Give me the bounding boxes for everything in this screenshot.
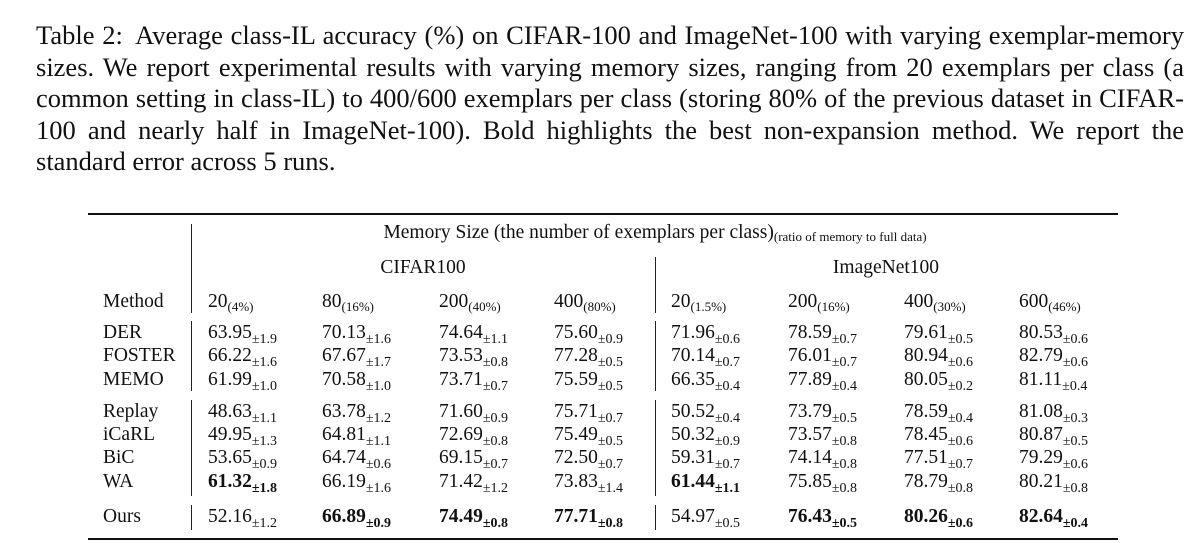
column-header: $600_{(46\%)}$ xyxy=(1019,291,1081,314)
table-cell: $64.74_{\pm 0.6}$ xyxy=(322,447,392,472)
table-cell: $53.65_{\pm 0.9}$ xyxy=(208,447,278,472)
table-cell: $78.45_{\pm 0.6}$ xyxy=(904,424,974,449)
group-header-cifar100: CIFAR100 xyxy=(380,257,466,278)
table-cell: $70.58_{\pm 1.0}$ xyxy=(322,369,392,394)
table-cell: $79.29_{\pm 0.6}$ xyxy=(1019,447,1089,472)
table-cell: $63.78_{\pm 1.2}$ xyxy=(322,401,392,426)
table-cell: $64.81_{\pm 1.1}$ xyxy=(322,424,392,449)
table-cell: $75.71_{\pm 0.7}$ xyxy=(554,401,624,426)
table-cell: $73.53_{\pm 0.8}$ xyxy=(439,345,509,370)
table-cell: $74.14_{\pm 0.8}$ xyxy=(788,447,858,472)
table-cell: $61.32_{\pm 1.8}$ xyxy=(208,471,278,496)
table-cell: $71.60_{\pm 0.9}$ xyxy=(439,401,509,426)
table-cell: $72.69_{\pm 0.8}$ xyxy=(439,424,509,449)
group-header-imagenet100: ImageNet100 xyxy=(832,257,940,278)
table-cell: $61.99_{\pm 1.0}$ xyxy=(208,369,278,394)
table-cell: $63.95_{\pm 1.9}$ xyxy=(208,322,278,347)
method-name: Ours xyxy=(103,506,141,527)
table-cell: $77.89_{\pm 0.4}$ xyxy=(788,369,858,394)
table-cell: $75.85_{\pm 0.8}$ xyxy=(788,471,858,496)
table-cell: $79.61_{\pm 0.5}$ xyxy=(904,322,974,347)
method-column-divider-header xyxy=(191,224,192,313)
table-cell: $48.63_{\pm 1.1}$ xyxy=(208,401,278,426)
caption-text: Average class-IL accuracy (%) on CIFAR-100 and ImageNet-100 with varying exemplar-memory sizes. We report experimental results with varying memory sizes, ranging from 20 exemplars per class (a common setting in class-IL) to 400/600 exemplars per class (storing 80% of the previous dataset in CIFAR-100 and nearly half in ImageNet-100). Bold highlights the best non-expansion method. We report the standard error across 5 runs. xyxy=(36,20,1184,176)
table-cell: $80.53_{\pm 0.6}$ xyxy=(1019,322,1089,347)
method-name: WA xyxy=(103,471,134,492)
method-column-divider-group2 xyxy=(191,400,192,496)
column-header: $80_{(16\%)}$ xyxy=(322,291,374,314)
table-cell: $80.26_{\pm 0.6}$ xyxy=(904,506,974,531)
method-name: BiC xyxy=(103,447,135,468)
table-cell: $73.83_{\pm 1.4}$ xyxy=(554,471,624,496)
table-cell: $66.19_{\pm 1.6}$ xyxy=(322,471,392,496)
method-header: Method xyxy=(103,291,164,312)
table-cell: $82.79_{\pm 0.6}$ xyxy=(1019,345,1089,370)
table-cell: $75.49_{\pm 0.5}$ xyxy=(554,424,624,449)
table-cell: $74.64_{\pm 1.1}$ xyxy=(439,322,509,347)
table-cell: $70.14_{\pm 0.7}$ xyxy=(671,345,741,370)
table-cell: $75.59_{\pm 0.5}$ xyxy=(554,369,624,394)
table-cell: $78.59_{\pm 0.4}$ xyxy=(904,401,974,426)
table-cell: $71.42_{\pm 1.2}$ xyxy=(439,471,509,496)
table-cell: $59.31_{\pm 0.7}$ xyxy=(671,447,741,472)
table-cell: $66.89_{\pm 0.9}$ xyxy=(322,506,392,531)
table-cell: $69.15_{\pm 0.7}$ xyxy=(439,447,509,472)
table-cell: $66.22_{\pm 1.6}$ xyxy=(208,345,278,370)
table-cell: $75.60_{\pm 0.9}$ xyxy=(554,322,624,347)
caption-label: Table 2: xyxy=(36,20,123,50)
table-cell: $77.71_{\pm 0.8}$ xyxy=(554,506,624,531)
table-cell: $80.05_{\pm 0.2}$ xyxy=(904,369,974,394)
table-cell: $73.79_{\pm 0.5}$ xyxy=(788,401,858,426)
column-header: $400_{(30\%)}$ xyxy=(904,291,966,314)
table-bottom-rule xyxy=(88,538,1118,540)
column-header: $400_{(80\%)}$ xyxy=(554,291,616,314)
column-header: $20_{(1.5\%)}$ xyxy=(671,291,727,314)
table-top-rule xyxy=(88,213,1118,215)
method-name: FOSTER xyxy=(103,345,176,366)
table-cell: $73.57_{\pm 0.8}$ xyxy=(788,424,858,449)
dataset-divider-group1 xyxy=(655,321,656,391)
method-name: Replay xyxy=(103,401,159,422)
table-cell: $67.67_{\pm 1.7}$ xyxy=(322,345,392,370)
table-cell: $80.21_{\pm 0.8}$ xyxy=(1019,471,1089,496)
table-cell: $52.16_{\pm 1.2}$ xyxy=(208,506,278,531)
table-cell: $61.44_{\pm 1.1}$ xyxy=(671,471,741,496)
table-cell: $80.87_{\pm 0.5}$ xyxy=(1019,424,1089,449)
table-cell: $82.64_{\pm 0.4}$ xyxy=(1019,506,1089,531)
column-header: $200_{(16\%)}$ xyxy=(788,291,850,314)
method-column-divider-ours xyxy=(191,505,192,530)
method-name: MEMO xyxy=(103,369,164,390)
column-header: $20_{(4\%)}$ xyxy=(208,291,254,314)
table-cell: $78.79_{\pm 0.8}$ xyxy=(904,471,974,496)
table-cell: $50.32_{\pm 0.9}$ xyxy=(671,424,741,449)
table-caption xyxy=(36,20,1184,178)
table-cell: $81.11_{\pm 0.4}$ xyxy=(1019,369,1088,394)
memory-size-header: Memory Size (the number of exemplars per class)(ratio of memory to full data) xyxy=(383,222,927,244)
table-cell: $74.49_{\pm 0.8}$ xyxy=(439,506,509,531)
dataset-divider-ours xyxy=(655,505,656,530)
dataset-divider-group2 xyxy=(655,400,656,496)
table-cell: $72.50_{\pm 0.7}$ xyxy=(554,447,624,472)
table-cell: $81.08_{\pm 0.3}$ xyxy=(1019,401,1089,426)
table-cell: $78.59_{\pm 0.7}$ xyxy=(788,322,858,347)
method-name: iCaRL xyxy=(103,424,155,445)
table-cell: $73.71_{\pm 0.7}$ xyxy=(439,369,509,394)
table-cell: $54.97_{\pm 0.5}$ xyxy=(671,506,741,531)
table-cell: $50.52_{\pm 0.4}$ xyxy=(671,401,741,426)
table-cell: $70.13_{\pm 1.6}$ xyxy=(322,322,392,347)
table-cell: $71.96_{\pm 0.6}$ xyxy=(671,322,741,347)
table-cell: $77.51_{\pm 0.7}$ xyxy=(904,447,974,472)
table-cell: $77.28_{\pm 0.5}$ xyxy=(554,345,624,370)
table-cell: $80.94_{\pm 0.6}$ xyxy=(904,345,974,370)
dataset-divider-header xyxy=(655,257,656,313)
table-cell: $76.01_{\pm 0.7}$ xyxy=(788,345,858,370)
table-cell: $49.95_{\pm 1.3}$ xyxy=(208,424,278,449)
method-column-divider-group1 xyxy=(191,321,192,391)
column-header: $200_{(40\%)}$ xyxy=(439,291,501,314)
table-cell: $66.35_{\pm 0.4}$ xyxy=(671,369,741,394)
method-name: DER xyxy=(103,322,142,343)
table-cell: $76.43_{\pm 0.5}$ xyxy=(788,506,858,531)
